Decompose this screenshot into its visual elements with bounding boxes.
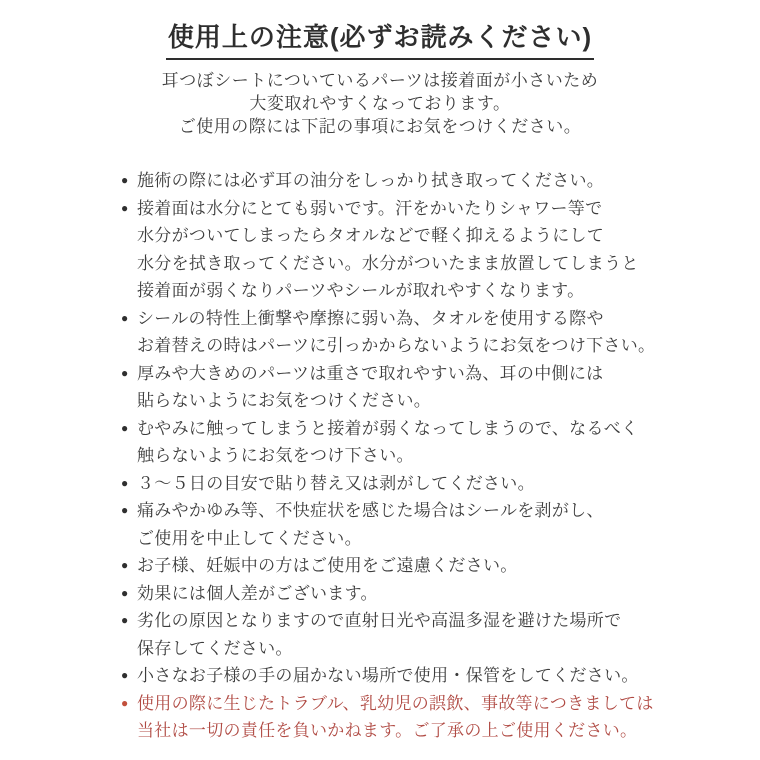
note-line: 水分がついてしまったらタオルなどで軽く抑えるようにして bbox=[137, 226, 605, 245]
bullet-icon: ● bbox=[121, 173, 129, 187]
bullet-icon: ● bbox=[121, 503, 129, 517]
bullet-icon: ● bbox=[121, 668, 129, 682]
note-line: 触らないようにお気をつけ下さい。 bbox=[137, 446, 414, 465]
list-item bbox=[121, 662, 730, 690]
list-item bbox=[121, 360, 730, 415]
page-title: 使用上の注意(必ずお読みください) bbox=[166, 17, 594, 60]
note-line: ご使用を中止してください。 bbox=[137, 528, 362, 548]
note-line: 保存してください。 bbox=[137, 638, 293, 658]
note-line: むやみに触ってしまうと接着が弱くなってしまうので、なるべく bbox=[137, 418, 639, 438]
note-line: 貼らないようにお気をつけください。 bbox=[137, 391, 432, 410]
precaution-list bbox=[121, 167, 730, 745]
title-row bbox=[0, 17, 760, 60]
intro-line: 大変取れやすくなっております。 bbox=[249, 94, 511, 113]
list-item bbox=[121, 305, 730, 360]
list-item bbox=[121, 470, 730, 498]
note-line: 小さなお子様の手の届かない場所で使用・保管をしてください。 bbox=[137, 666, 639, 685]
list-item bbox=[121, 552, 730, 580]
note-line: 劣化の原因となりますので直射日光や高温多湿を避けた場所で bbox=[137, 611, 622, 630]
list-item-warning bbox=[121, 690, 730, 745]
note-line: 水分を拭き取ってください。水分がついたまま放置してしまうと bbox=[137, 253, 639, 273]
list-item bbox=[121, 580, 730, 608]
bullet-icon: ● bbox=[121, 558, 129, 572]
note-line: 効果には個人差がございます。 bbox=[137, 583, 378, 603]
note-line: ３～５日の目安で貼り替え又は剥がしてください。 bbox=[137, 473, 535, 493]
note-line: 接着面は水分にとても弱いです。汗をかいたりシャワー等で bbox=[137, 198, 603, 218]
bullet-icon: ● bbox=[121, 365, 129, 380]
list-item bbox=[121, 497, 730, 552]
bullet-icon: ● bbox=[121, 613, 129, 627]
note-line: お着替えの時はパーツに引っかからないようにお気をつけ下さい。 bbox=[137, 336, 656, 355]
bullet-icon: ● bbox=[121, 310, 129, 325]
intro-line: 耳つぼシートについているパーツは接着面が小さいため bbox=[161, 71, 599, 90]
note-line: 痛みやかゆみ等、不快症状を感じた場合はシールを剥がし、 bbox=[137, 501, 604, 520]
note-line: お子様、妊娠中の方はご使用をご遠慮ください。 bbox=[137, 556, 518, 575]
intro-paragraph bbox=[0, 69, 760, 138]
note-line: 施術の際には必ず耳の油分をしっかり拭き取ってください。 bbox=[137, 171, 605, 190]
list-item bbox=[121, 167, 730, 195]
bullet-icon: ● bbox=[121, 475, 129, 490]
warning-line: 使用の際に生じたトラブル、乳幼児の誤飲、事故等につきましては bbox=[137, 693, 654, 713]
warning-line: 当社は一切の責任を負いかねます。ご了承の上ご使用ください。 bbox=[137, 721, 638, 740]
note-line: 接着面が弱くなりパーツやシールが取れやすくなります。 bbox=[137, 281, 585, 300]
bullet-icon: ● bbox=[121, 200, 129, 215]
list-item bbox=[121, 607, 730, 662]
note-line: 厚みや大きめのパーツは重さで取れやすい為、耳の中側には bbox=[137, 363, 604, 383]
note-line: シールの特性上衝撃や摩擦に弱い為、タオルを使用する際や bbox=[137, 308, 604, 328]
bullet-icon: ● bbox=[121, 420, 129, 435]
bullet-icon: ● bbox=[121, 585, 129, 600]
intro-line: ご使用の際には下記の事項にお気をつけください。 bbox=[178, 117, 582, 136]
bullet-icon: ● bbox=[121, 695, 129, 710]
list-item bbox=[121, 195, 730, 305]
list-item bbox=[121, 415, 730, 470]
